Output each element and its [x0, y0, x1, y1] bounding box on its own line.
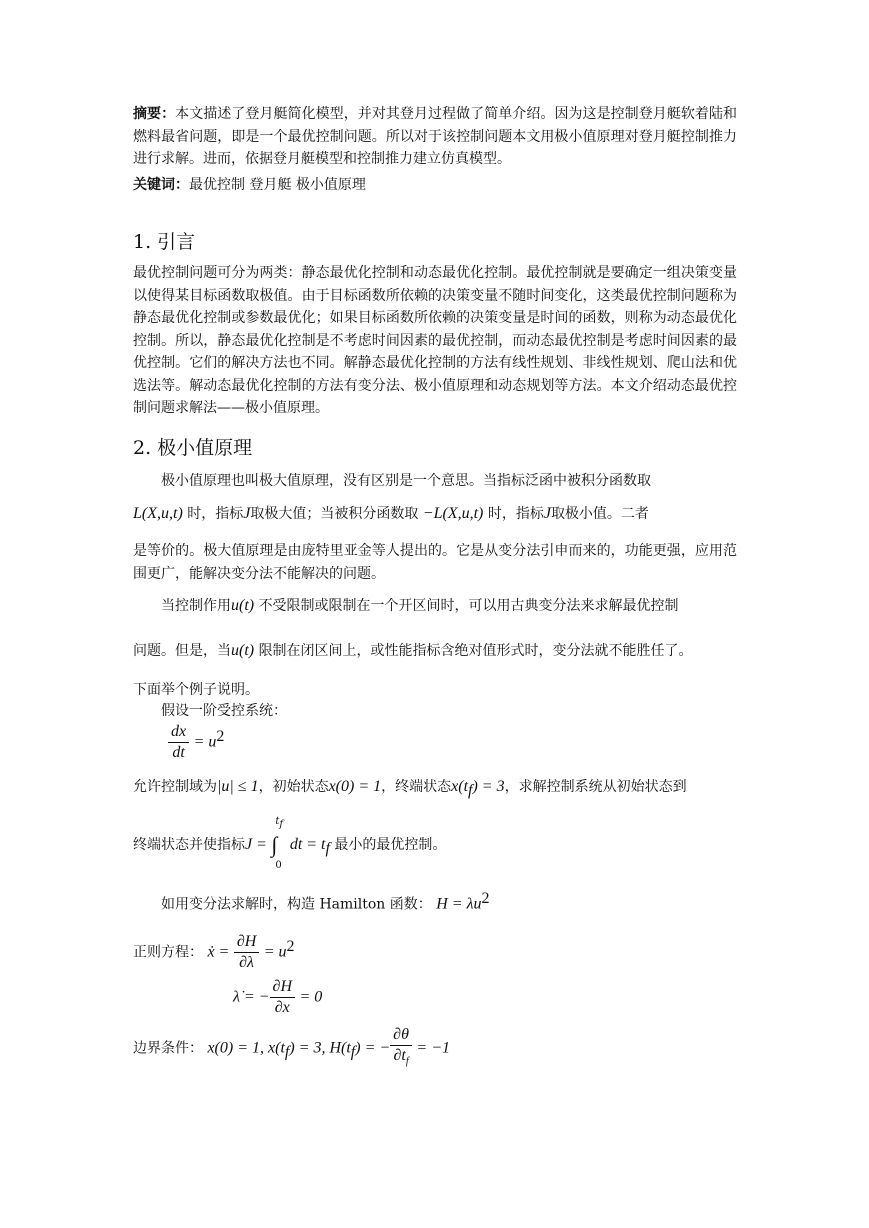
formula-J: J =: [245, 836, 267, 853]
formula-u-bound: |u| ≤ 1: [217, 778, 259, 795]
formula-J: J: [243, 505, 251, 522]
canonical-eq-2: [233, 977, 853, 1018]
s2-text: 限制在闭区间上，或性能指标含绝对值形式时，变分法就不能胜任了。: [258, 643, 693, 659]
s2-text: 取极大值；当被积分函数取: [250, 506, 419, 522]
subscript: f: [279, 819, 284, 830]
section1-heading: 1. 引言: [133, 231, 196, 253]
formula-bc: ) = 3, H(t: [289, 1039, 351, 1057]
s2-line-p4: [133, 776, 753, 800]
s2-p1a: 极小值原理也叫极大值原理，没有区别是一个意思。当指标泛函中被积分函数取: [161, 473, 651, 489]
s2-text: ，求解控制系统从初始状态到: [504, 779, 687, 795]
fraction: [270, 977, 295, 1018]
abstract-text: 本文描述了登月艇简化模型，并对其登月过程做了简单介绍。因为这是控制登月艇软着陆和燃料最省问题，即是一个最优控制问题。所以对于该控制问题本文用极小值原理对登月艇控制推力进行求解。进而，依据登月艇模型和控制推力建立仿真模型。: [133, 106, 738, 167]
canonical-eq-1: [133, 932, 753, 973]
s2-text: 最小的最优控制。: [334, 837, 447, 853]
equation-rhs: = u: [263, 943, 287, 961]
superscript: 2: [216, 727, 225, 745]
s2-text: ，初始状态: [258, 779, 329, 795]
s2-line-2: [133, 503, 753, 523]
equation-lhs: λ̇ = −: [233, 988, 270, 1006]
s2-p2c: 下面举个例子说明。: [133, 682, 259, 698]
s2-text: 假设一阶受控系统：: [161, 703, 287, 719]
subscript: f: [325, 839, 330, 857]
formula-integrand: dt = t: [289, 836, 326, 853]
denominator: [390, 1046, 412, 1072]
equation-lhs: ẋ =: [207, 943, 230, 961]
s2-text: 当控制作用: [161, 598, 231, 614]
boundary-conditions: [133, 1025, 753, 1072]
s2-text: 时，指标: [187, 506, 244, 522]
formula-negL: −L(X,u,t): [422, 505, 484, 522]
formula-ut: u(t): [231, 642, 255, 659]
s2-line-p6: [133, 890, 753, 914]
keywords-line: [133, 174, 737, 197]
s2-line-p2a: [133, 595, 753, 615]
subscript: f: [468, 781, 473, 799]
formula-bc: ) = −: [355, 1039, 391, 1057]
keywords-text: 最优控制 登月艇 极小值原理: [189, 177, 366, 193]
subscript: f: [350, 1043, 356, 1061]
s2-text: 允许控制域为: [133, 779, 217, 795]
abstract-paragraph: [133, 103, 737, 171]
boundary-label: 边界条件：: [133, 1040, 203, 1057]
integral-sign: ∫ $t_f$ 0: [271, 816, 284, 871]
denominator: dt: [172, 744, 185, 761]
numerator: ∂H: [270, 977, 295, 998]
numerator: ∂H: [234, 932, 259, 953]
s2-text: 终端状态并使指标: [133, 837, 245, 853]
s2-text: 不受限制或限制在一个开区间时，可以用古典变分法来求解最优控制: [258, 598, 679, 614]
s2-text: 问题。但是，当: [133, 643, 231, 659]
subscript: f: [284, 1043, 290, 1061]
fraction: [390, 1025, 412, 1072]
section2-heading: 2. 极小值原理: [133, 437, 253, 459]
formula-bc: x(0) = 1, x(t: [207, 1039, 285, 1057]
s2-p1c: 是等价的。极大值原理是由庞特里亚金等人提出的。它是从变分法引申而来的，功能更强，应用范围更广，能解决变分法不能解决的问题。: [133, 543, 737, 582]
s2-line-1: [133, 470, 753, 490]
canonical-label: 正则方程：: [133, 944, 203, 961]
denominator-text: ∂t: [393, 1047, 406, 1064]
formula-xtf-end: ) = 3: [472, 778, 505, 795]
abstract-label: 摘要：: [133, 106, 176, 122]
s2-line-p5: [133, 816, 753, 871]
formula-ut: u(t): [231, 597, 255, 614]
superscript: 2: [286, 937, 295, 955]
formula-hamilton: H = λu: [436, 895, 482, 913]
s2-text: 取极小值。二者: [550, 506, 649, 522]
numerator: ∂θ: [390, 1025, 412, 1046]
fraction: [234, 932, 259, 973]
fraction: [168, 722, 189, 763]
equation-dxdt: [168, 722, 788, 763]
equation-rhs: = −1: [416, 1039, 450, 1057]
integral-lower: 0: [275, 860, 282, 871]
keywords-label: 关键词：: [133, 177, 189, 193]
denominator: ∂x: [274, 999, 290, 1016]
subscript: f: [405, 1056, 409, 1068]
integral-upper: t: [275, 816, 280, 827]
numerator: dx: [168, 722, 189, 743]
formula-L: L(X,u,t): [133, 505, 183, 522]
superscript: 2: [481, 890, 490, 907]
s2-p3: [133, 700, 753, 720]
s2-text: ，终端状态: [381, 779, 452, 795]
section1-paragraph: 最优控制问题可分为两类：静态最优化控制和动态最优化控制。最优控制就是要确定一组决策变量以使得某目标函数取极值。由于目标函数所依赖的决策变量不随时间变化，这类最优控制问题称为静态最优化控制或参数最优化；如果目标函数所依赖的决策变量是时间的函数，则称为动态最优化控制。所以，静态最优化控制是不考虑时间因素的最优控制，而动态最优控制是考虑时间因素的最优控制。它们的解决方法也不同。解静态最优化控制的方法有线性规划、非线性规划、爬山法和优选法等。解动态最优化控制的方法有变分法、极小值原理和动态规划等方法。本文介绍动态最优控制问题求解法——极小值原理。: [133, 265, 737, 416]
s2-line-p2b: [133, 640, 753, 660]
s2-text: 时，指标: [487, 506, 544, 522]
s2-text: 如用变分法求解时，构造 Hamilton 函数：: [161, 896, 432, 913]
formula-J: J: [543, 505, 551, 522]
denominator: ∂λ: [239, 954, 254, 971]
formula-xtf: x(t: [451, 778, 469, 795]
equation-rhs: = 0: [299, 988, 323, 1006]
equation-rhs: = u: [193, 733, 217, 751]
formula-x0: x(0) = 1: [328, 778, 382, 795]
